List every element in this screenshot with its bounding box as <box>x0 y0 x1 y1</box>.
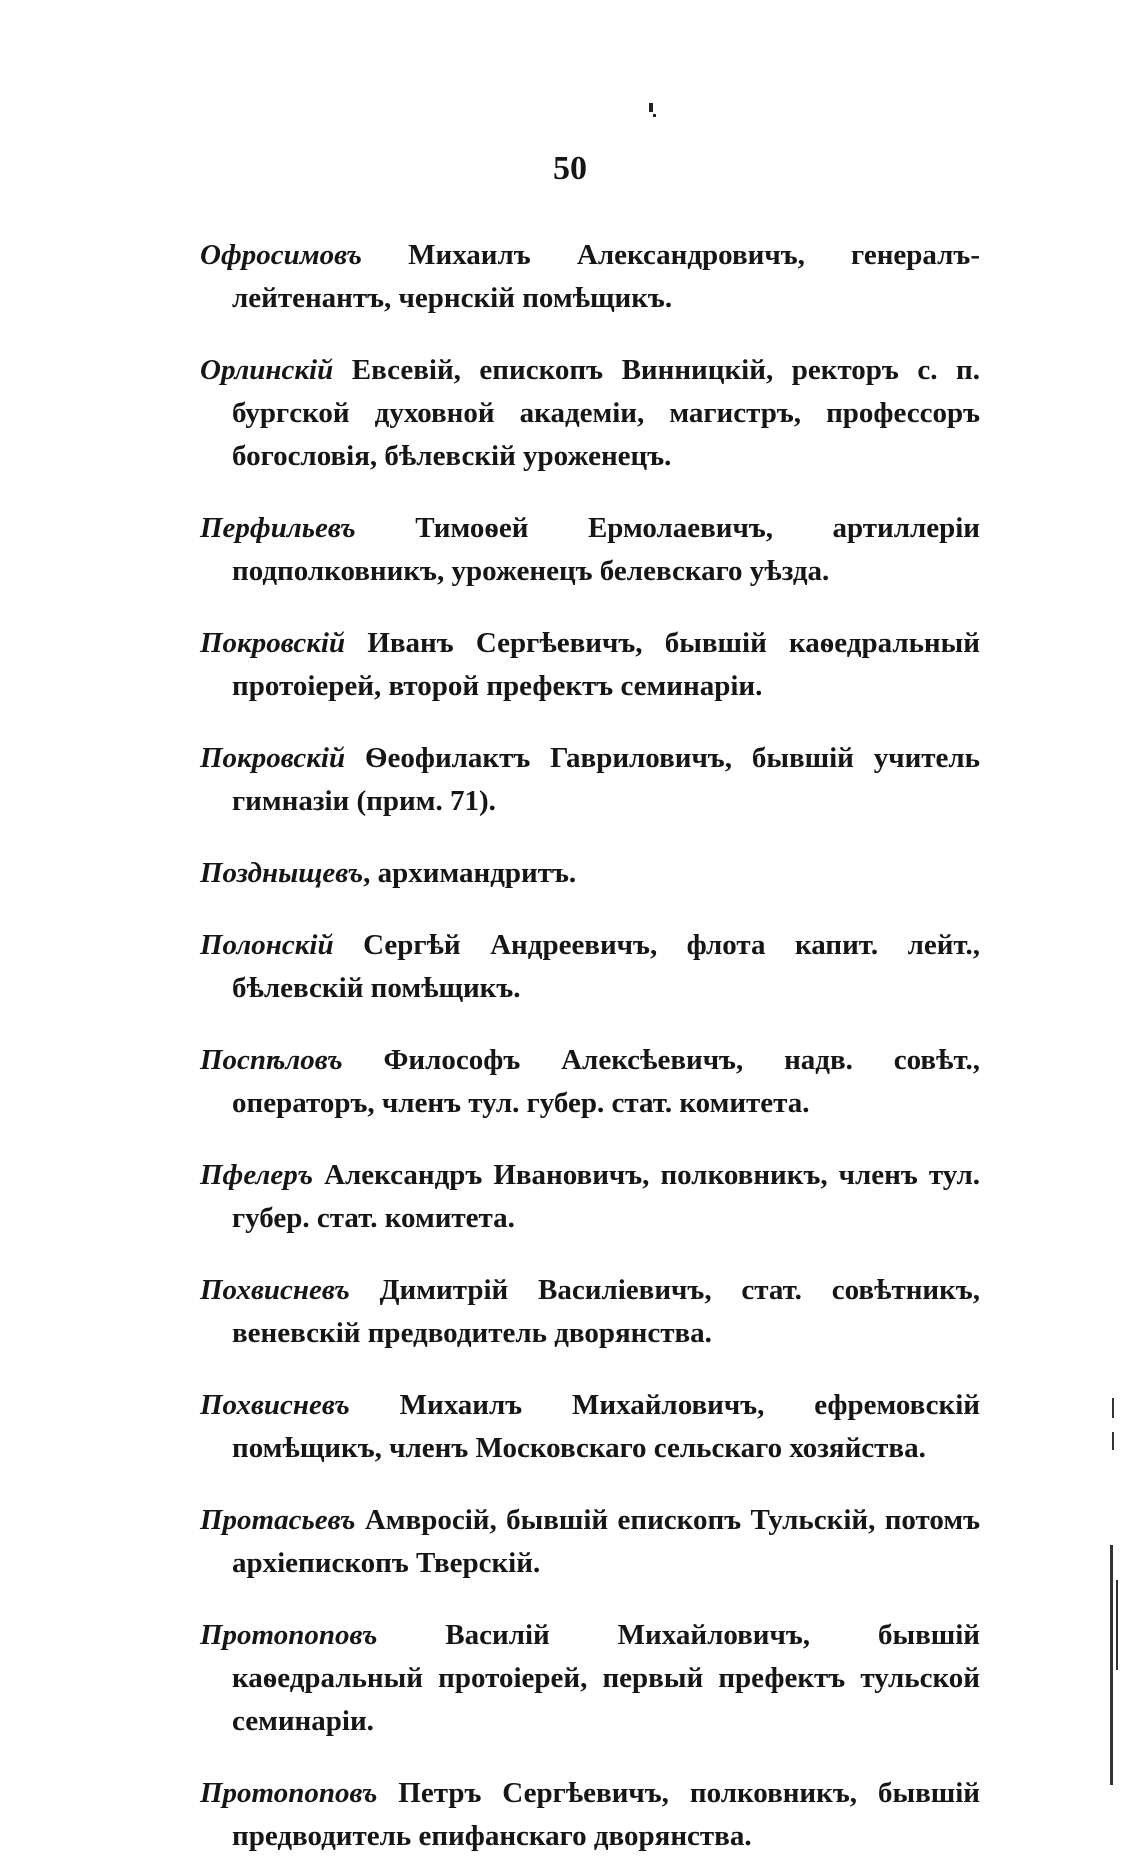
list-item <box>200 1384 980 1470</box>
entry-text: Петръ Сергѣевичъ, полковникъ, бывшій предводитель епифанскаго дворянства. <box>232 1777 981 1852</box>
entry-surname: Пфелеръ <box>200 1159 313 1191</box>
list-item <box>200 1614 980 1743</box>
list-item <box>200 737 980 823</box>
entry-surname: Офросимовъ <box>200 239 362 271</box>
list-item <box>200 1154 980 1240</box>
entry-surname: Поздныщевъ <box>200 857 364 889</box>
scan-edge-mark <box>1116 1580 1118 1670</box>
entry-surname: Протопоповъ <box>200 1777 378 1809</box>
entry-text: Философъ Алексѣевичъ, надв. совѣт., операторъ, членъ тул. губер. стат. комитета. <box>232 1044 981 1119</box>
scan-edge-mark <box>1112 1432 1114 1450</box>
scan-edge-mark <box>1110 1545 1113 1785</box>
entry-surname: Похвисневъ <box>200 1274 350 1306</box>
list-item <box>200 507 980 593</box>
entry-text: Димитрій Василіевичъ, стат. совѣтникъ, веневскій предводитель дворянства. <box>232 1274 981 1349</box>
scan-edge-mark <box>1112 1398 1114 1418</box>
list-item <box>200 924 980 1010</box>
entry-text: Михаилъ Александровичъ, генералъ-лейтенантъ, чернскій помѣщикъ. <box>232 239 980 314</box>
page-number: 50 <box>553 150 587 187</box>
entry-list <box>200 205 980 1869</box>
entry-text: , архимандритъ. <box>363 857 577 889</box>
list-item <box>200 622 980 708</box>
entry-text: Евсевій, епископъ Винницкій, ректоръ с. п. бургской духовной академіи, магистръ, профессоръ богословія, бѣлевскій уроженецъ. <box>232 354 980 472</box>
entry-surname: Протасьевъ <box>200 1504 356 1536</box>
ink-speck <box>653 114 656 117</box>
list-item <box>200 1772 980 1858</box>
entry-surname: Протопоповъ <box>200 1619 378 1651</box>
list-item <box>200 852 980 895</box>
entry-text: Александръ Ивановичъ, полковникъ, членъ тул. губер. стат. комитета. <box>232 1159 981 1234</box>
entry-text: Амвросій, бывшій епископъ Тульскій, потомъ архіепископъ Тверскій. <box>232 1504 980 1579</box>
entry-text: Василій Михайловичъ, бывшій каѳедральный протоіерей, первый префектъ тульской семинаріи. <box>232 1619 980 1737</box>
list-item <box>200 234 980 320</box>
list-item <box>200 1269 980 1355</box>
entry-surname: Перфильевъ <box>200 512 356 544</box>
entry-text: Михаилъ Михайловичъ, ефремовскій помѣщикъ, членъ Московскаго сельскаго хозяйства. <box>232 1389 980 1464</box>
entry-surname: Полонскій <box>200 929 334 961</box>
entry-text: Ѳеофилактъ Гавриловичъ, бывшій учитель гимназіи (прим. 71). <box>232 742 980 817</box>
entry-surname: Покровскій <box>200 627 346 659</box>
list-item <box>200 1039 980 1125</box>
list-item <box>200 349 980 478</box>
list-item <box>200 1499 980 1585</box>
entry-text: Тимоѳей Ермолаевичъ, артиллеріи подполковникъ, уроженецъ белевскаго уѣзда. <box>232 512 980 587</box>
entry-surname: Орлинскій <box>200 354 334 386</box>
entry-surname: Поспѣловъ <box>200 1044 343 1076</box>
ink-speck <box>649 103 653 112</box>
entry-surname: Похвисневъ <box>200 1389 350 1421</box>
entry-text: Сергѣй Андреевичъ, флота капит. лейт., бѣлевскій помѣщикъ. <box>232 929 980 1004</box>
entry-text: Иванъ Сергѣевичъ, бывшій каѳедральный протоіерей, второй префектъ семинаріи. <box>232 627 980 702</box>
entry-surname: Покровскій <box>200 742 346 774</box>
